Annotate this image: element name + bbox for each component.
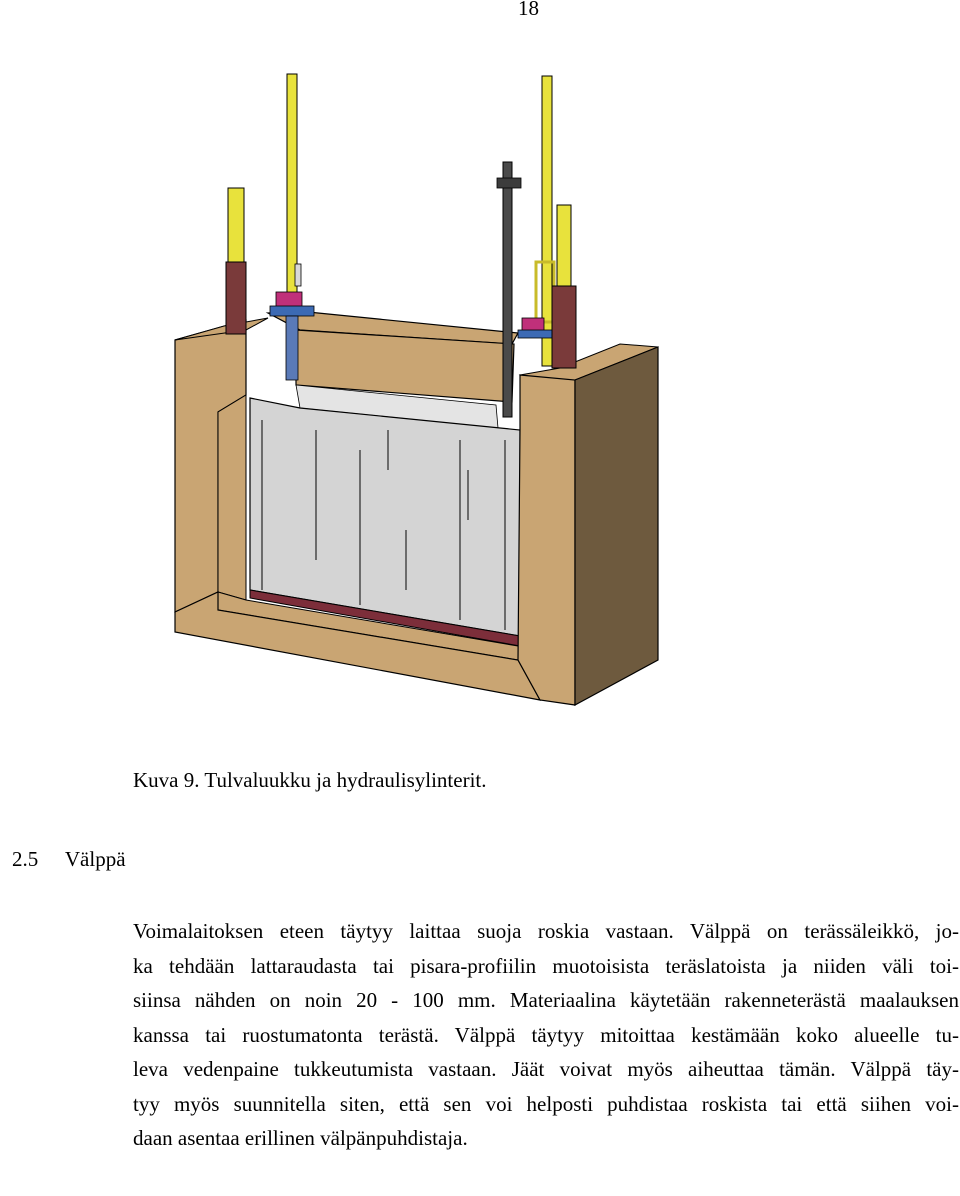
paragraph-line: ka tehdään lattaraudasta tai pisara-profiilin muotoisista teräslatoista ja niiden väli toi- (133, 953, 959, 978)
right-short-cylinder (552, 205, 576, 368)
paragraph-line: siinsa nähden on noin 20 - 100 mm. Materiaalina käytetään rakenneterästä maalauksen (133, 988, 959, 1012)
left-short-cylinder (226, 188, 246, 334)
section-number: 2.5 (12, 847, 39, 871)
body-paragraph (133, 918, 959, 1160)
section-title: Välppä (64, 847, 126, 871)
paragraph-line: daan asentaa erillinen välpänpuhdistaja. (133, 1126, 468, 1150)
tall-right-cylinder (518, 76, 554, 366)
section-heading (12, 847, 126, 872)
right-wall-side (575, 347, 658, 705)
paragraph-line: Voimalaitoksen eteen täytyy laittaa suoja roskia vastaan. Välppä on terässäleikkö, jo- (133, 919, 959, 943)
paragraph-line: leva vedenpaine tukkeutumista vastaan. Jäät voivat myös aiheuttaa tämän. Välppä täy- (133, 1057, 959, 1081)
paragraph-line: tyy myös suunnitella siten, että sen voi helposti puhdistaa roskista tai että siihen voi- (133, 1091, 959, 1116)
left-wall-inner (218, 395, 246, 600)
page-number: 18 (518, 0, 539, 20)
figure-flood-gate-drawing (0, 60, 960, 720)
figure-caption: Kuva 9. Tulvaluukku ja hydraulisylinterit. (133, 768, 487, 792)
paragraph-line: kanssa tai ruostumatonta terästä. Välppä täytyy mitoittaa kestämään koko alueelle tu- (133, 1022, 959, 1047)
right-wall-front (518, 375, 575, 705)
